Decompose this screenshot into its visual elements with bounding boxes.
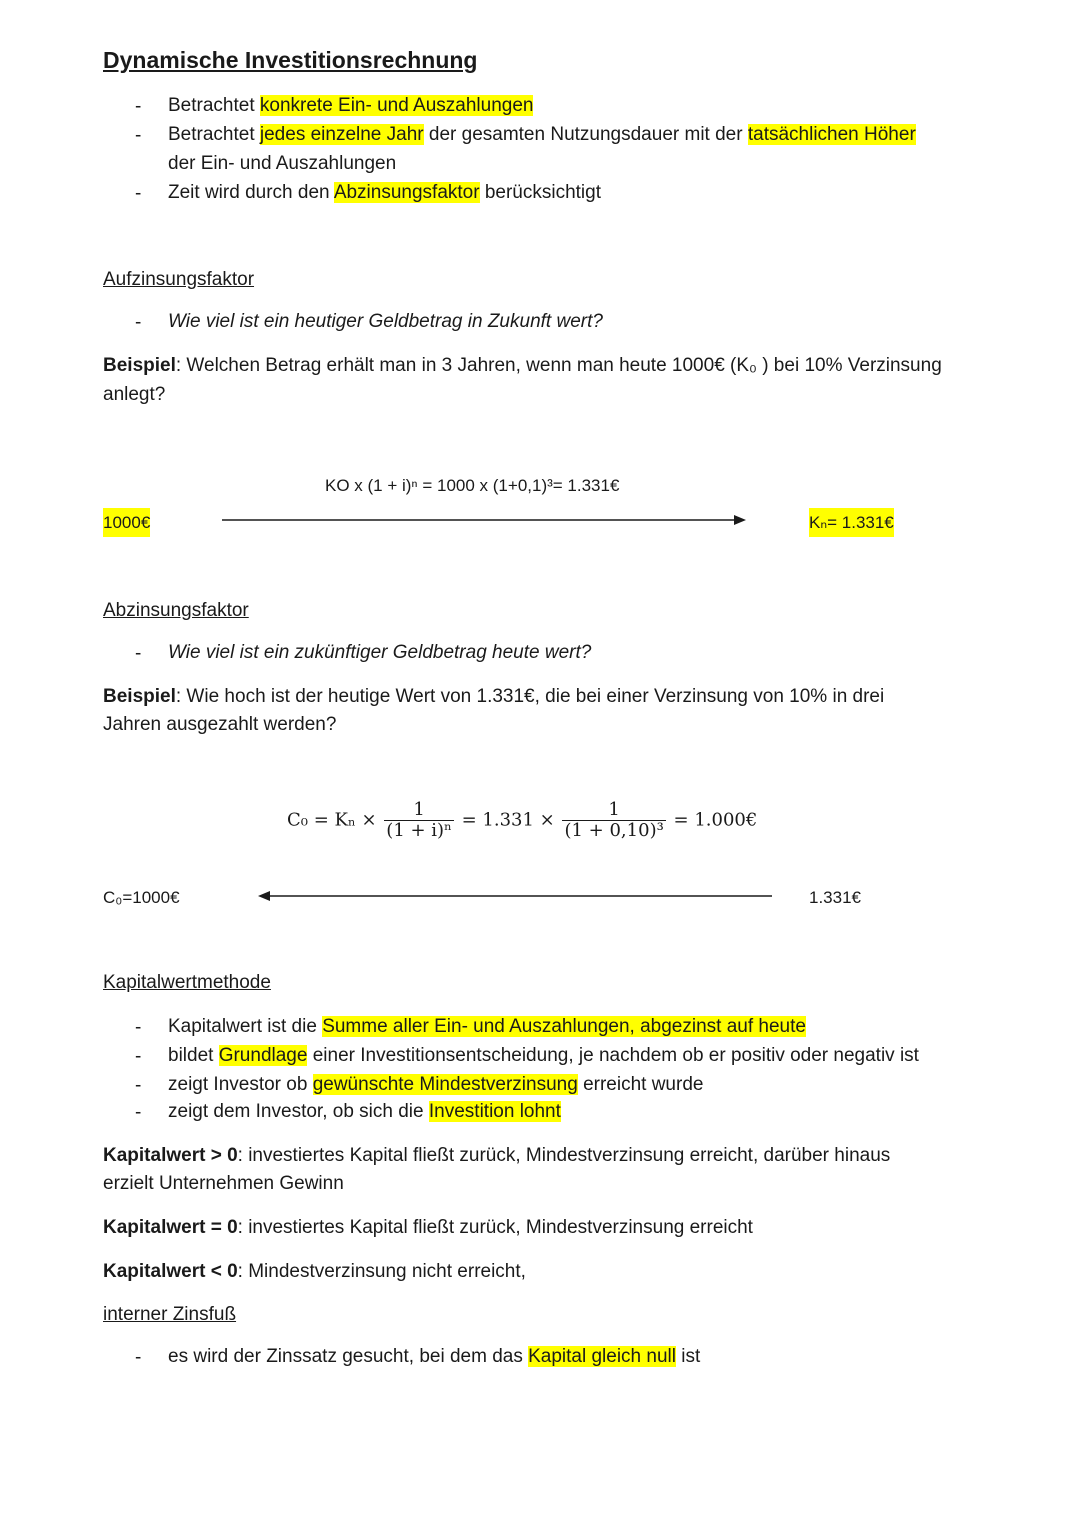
bullet-text: zeigt dem Investor, ob sich die <box>168 1101 429 1122</box>
question-aufzinsung: Wie viel ist ein heutiger Geldbetrag in Zukunft wert? <box>168 311 603 332</box>
bullet-dash: - <box>135 1102 142 1123</box>
bullet-dash: - <box>135 125 142 146</box>
highlight: Summe aller Ein- und Auszahlungen, abgezinst auf heute <box>322 1016 806 1037</box>
condition-text: : Mindestverzinsung nicht erreicht, <box>237 1261 526 1282</box>
list-item-continuation: der Ein- und Auszahlungen <box>168 153 397 174</box>
bullet-dash: - <box>135 96 142 117</box>
condition-text: : investiertes Kapital fließt zurück, Mindestverzinsung erreicht <box>237 1217 753 1238</box>
highlight: Investition lohnt <box>428 1101 561 1122</box>
bullet-text: zeigt Investor ob <box>168 1074 313 1095</box>
list-item <box>168 1342 700 1371</box>
highlight: konkrete Ein- und Auszahlungen <box>259 95 534 116</box>
highlight: Kapital gleich null <box>528 1346 676 1367</box>
list-item <box>168 1041 919 1070</box>
example-text: : Wie hoch ist der heutige Wert von 1.331€, die bei einer Verzinsung von 10% in drei <box>175 686 885 707</box>
present-value-label: C₀=1000€ <box>103 888 180 907</box>
bullet-text: Zeit wird durch den <box>168 182 334 203</box>
example-label: Beispiel <box>103 355 176 376</box>
formula-aufzinsung: KO x (1 + i)ⁿ = 1000 x (1+0,1)³= 1.331€ <box>325 476 620 495</box>
example-aufzinsung <box>103 351 942 380</box>
example-aufzinsung-line2: anlegt? <box>103 384 166 405</box>
future-value-label: Kₙ= 1.331€ <box>809 508 894 537</box>
arrow-right-icon <box>222 512 748 528</box>
formula-mid: = 1.331 × <box>461 809 555 831</box>
bullet-text: Kapitalwert ist die <box>168 1016 323 1037</box>
bullet-text: Betrachtet <box>168 95 260 116</box>
bullet-dash: - <box>135 1075 142 1096</box>
bullet-dash: - <box>135 183 142 204</box>
example-abzinsung-line2: Jahren ausgezahlt werden? <box>103 714 337 735</box>
page-title: Dynamische Investitionsrechnung <box>103 47 478 73</box>
section-heading-zinsfuss: interner Zinsfuß <box>103 1304 237 1325</box>
kapitalwert-zero <box>103 1213 753 1242</box>
example-abzinsung <box>103 682 884 711</box>
bullet-dash: - <box>135 1046 142 1067</box>
section-heading-kapitalwert: Kapitalwertmethode <box>103 972 271 993</box>
section-heading-aufzinsung: Aufzinsungsfaktor <box>103 269 255 290</box>
bullet-text: bildet <box>168 1045 219 1066</box>
bullet-text: einer Investitionsentscheidung, je nachdem ob er positiv oder negativ ist <box>307 1045 919 1066</box>
list-item <box>168 1070 703 1099</box>
list-item <box>168 120 916 149</box>
bullet-text: der gesamten Nutzungsdauer mit der <box>423 124 748 145</box>
bullet-text: berücksichtigt <box>479 182 602 203</box>
bullet-text: ist <box>675 1346 701 1367</box>
bullet-dash: - <box>135 643 142 664</box>
fraction-numerator: 1 <box>413 799 425 820</box>
example-text: : Welchen Betrag erhält man in 3 Jahren, wenn man heute 1000€ (K₀ ) bei 10% Verzinsung <box>175 355 942 376</box>
list-item <box>168 1097 561 1126</box>
kapitalwert-negative <box>103 1257 526 1286</box>
fraction-denominator: (1 + i)ⁿ <box>386 820 452 841</box>
highlight: Abzinsungsfaktor <box>333 182 480 203</box>
fraction-denominator: (1 + 0,10)³ <box>564 820 664 841</box>
bullet-dash: - <box>135 312 142 333</box>
highlight: tatsächlichen Höher <box>747 124 916 145</box>
question-abzinsung: Wie viel ist ein zukünftiger Geldbetrag heute wert? <box>168 642 592 663</box>
condition-label: Kapitalwert < 0 <box>103 1261 238 1282</box>
highlight: gewünschte Mindestverzinsung <box>312 1074 578 1095</box>
example-label: Beispiel <box>103 686 176 707</box>
kapitalwert-positive-line2: erzielt Unternehmen Gewinn <box>103 1173 344 1194</box>
section-heading-abzinsung: Abzinsungsfaktor <box>103 600 249 621</box>
fraction <box>562 800 665 841</box>
list-item <box>168 1012 806 1041</box>
bullet-text: es wird der Zinssatz gesucht, bei dem das <box>168 1346 529 1367</box>
list-item <box>168 178 601 207</box>
arrow-left-icon <box>256 888 774 904</box>
formula-rhs: = 1.000€ <box>673 809 758 831</box>
bullet-text: Betrachtet <box>168 124 260 145</box>
highlight: jedes einzelne Jahr <box>259 124 424 145</box>
formula-abzinsung <box>287 800 757 841</box>
bullet-text: erreicht wurde <box>577 1074 704 1095</box>
fraction-numerator: 1 <box>608 799 620 820</box>
condition-text: : investiertes Kapital fließt zurück, Mindestverzinsung erreicht, darüber hinaus <box>237 1145 891 1166</box>
highlight: Grundlage <box>218 1045 308 1066</box>
kapitalwert-positive <box>103 1141 890 1170</box>
condition-label: Kapitalwert > 0 <box>103 1145 238 1166</box>
bullet-dash: - <box>135 1017 142 1038</box>
present-value-label: 1000€ <box>103 508 150 537</box>
future-value-label: 1.331€ <box>809 888 861 907</box>
fraction <box>384 800 454 841</box>
bullet-dash: - <box>135 1347 142 1368</box>
condition-label: Kapitalwert = 0 <box>103 1217 238 1238</box>
formula-lhs: C₀ = Kₙ × <box>287 809 377 831</box>
list-item <box>168 91 533 120</box>
